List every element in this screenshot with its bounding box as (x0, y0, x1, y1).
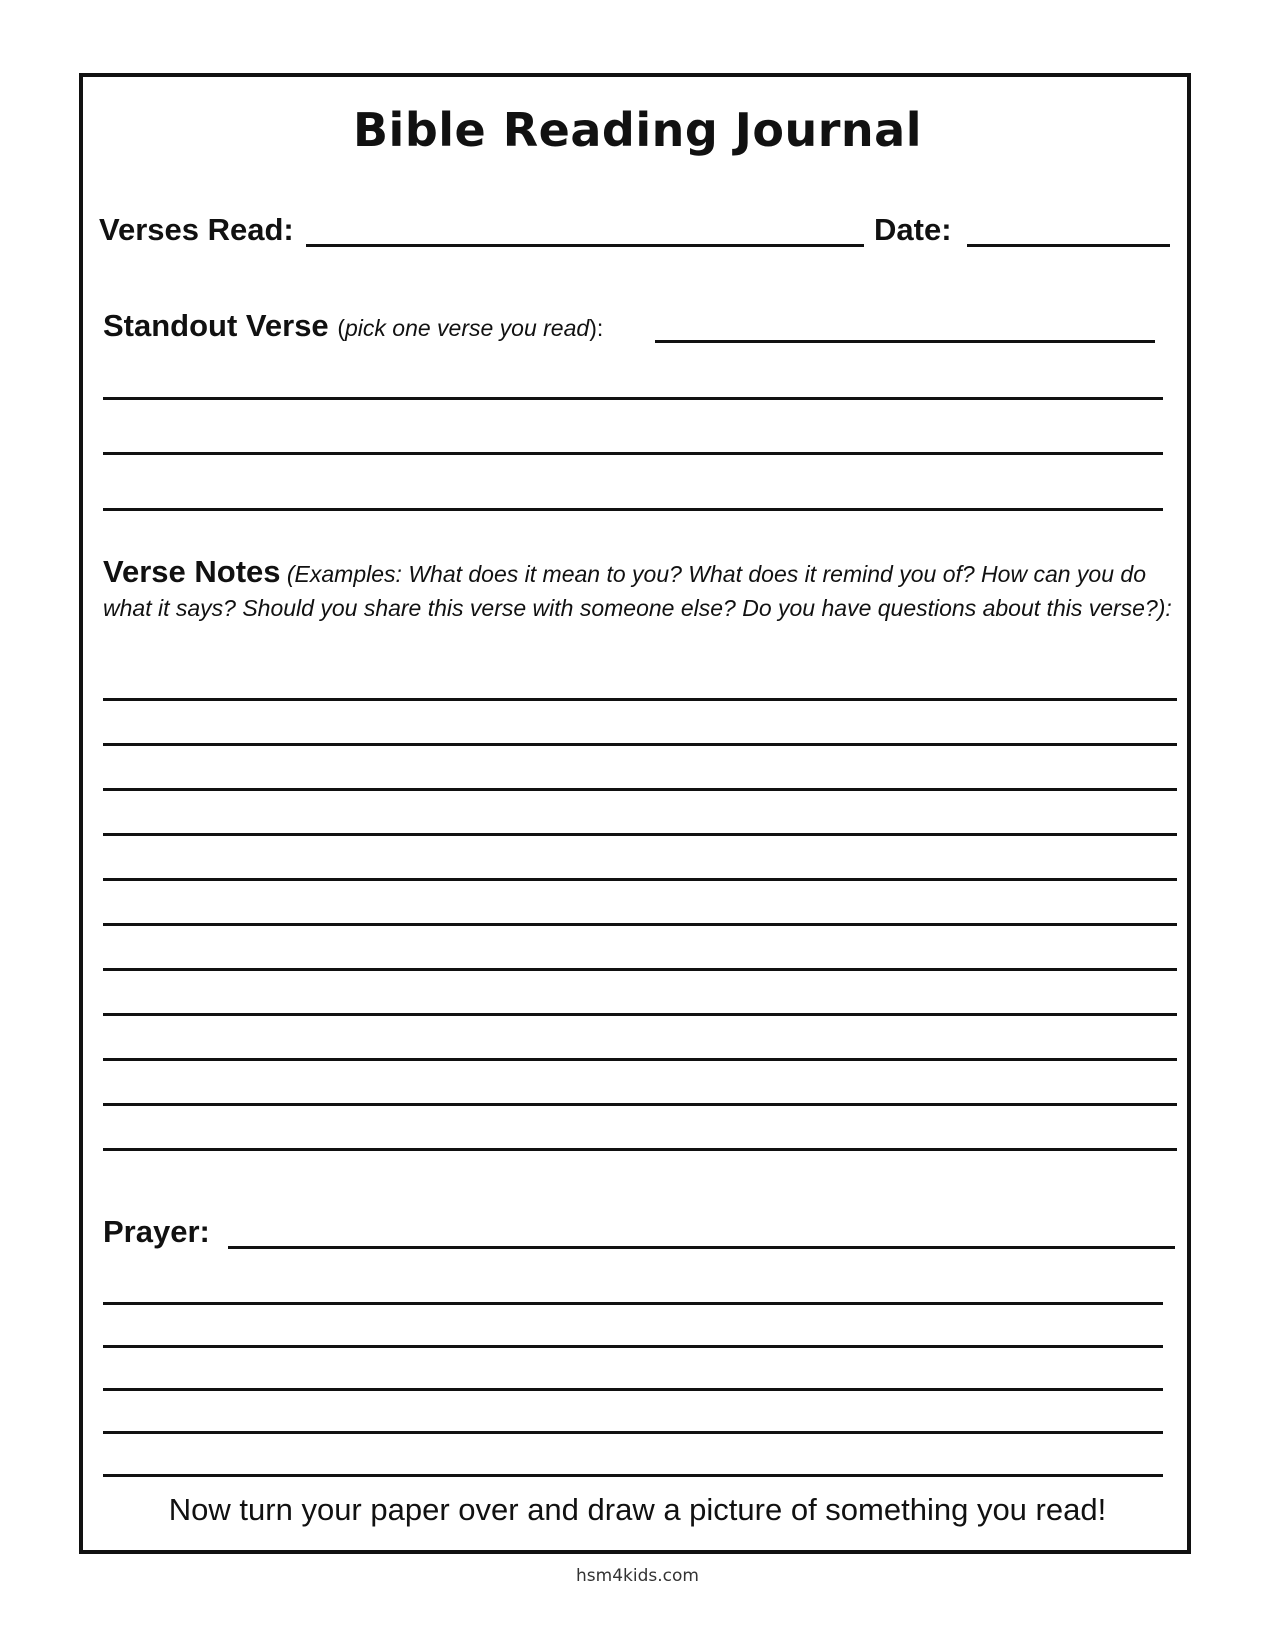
footer-message: Now turn your paper over and draw a picture of something you read! (168, 1492, 1107, 1527)
verse-notes-line[interactable] (103, 788, 1177, 791)
date-label: Date: (874, 212, 952, 247)
standout-verse-hint-close: ): (589, 315, 604, 341)
prayer-line[interactable] (103, 1388, 1163, 1391)
prayer-field[interactable] (228, 1246, 1175, 1249)
prayer-line[interactable] (103, 1474, 1163, 1477)
verse-notes-prompt: (Examples: What does it mean to you? What does it remind you of? How can you do what it says? Should you share this verse with someone else? Do you have questions about this verse?): (103, 561, 1172, 621)
prayer-line[interactable] (103, 1345, 1163, 1348)
prayer-line[interactable] (103, 1431, 1163, 1434)
prayer-line[interactable] (103, 1302, 1163, 1305)
verse-notes-label: Verse Notes (103, 554, 281, 589)
standout-verse-field[interactable] (655, 340, 1155, 343)
standout-verse-label: Standout Verse (103, 308, 329, 343)
standout-verse-heading (103, 308, 603, 344)
verse-notes-line[interactable] (103, 833, 1177, 836)
verse-notes-line[interactable] (103, 1148, 1177, 1151)
verses-read-label: Verses Read: (99, 212, 294, 247)
prayer-label: Prayer: (103, 1214, 210, 1249)
standout-verse-line[interactable] (103, 397, 1163, 400)
verse-notes-line[interactable] (103, 743, 1177, 746)
page-title: Bible Reading Journal (353, 103, 922, 157)
standout-verse-hint-open: ( (337, 315, 345, 341)
verse-notes-line[interactable] (103, 698, 1177, 701)
verse-notes-block (103, 555, 1183, 625)
date-field[interactable] (967, 244, 1170, 247)
page-border (79, 73, 1191, 1554)
verse-notes-line[interactable] (103, 1013, 1177, 1016)
verse-notes-line[interactable] (103, 1058, 1177, 1061)
verse-notes-line[interactable] (103, 968, 1177, 971)
verse-notes-line[interactable] (103, 878, 1177, 881)
site-credit: hsm4kids.com (576, 1566, 699, 1586)
standout-verse-line[interactable] (103, 508, 1163, 511)
verse-notes-line[interactable] (103, 1103, 1177, 1106)
standout-verse-hint: pick one verse you read (344, 315, 590, 341)
verse-notes-line[interactable] (103, 923, 1177, 926)
verses-read-field[interactable] (306, 244, 864, 247)
standout-verse-line[interactable] (103, 452, 1163, 455)
